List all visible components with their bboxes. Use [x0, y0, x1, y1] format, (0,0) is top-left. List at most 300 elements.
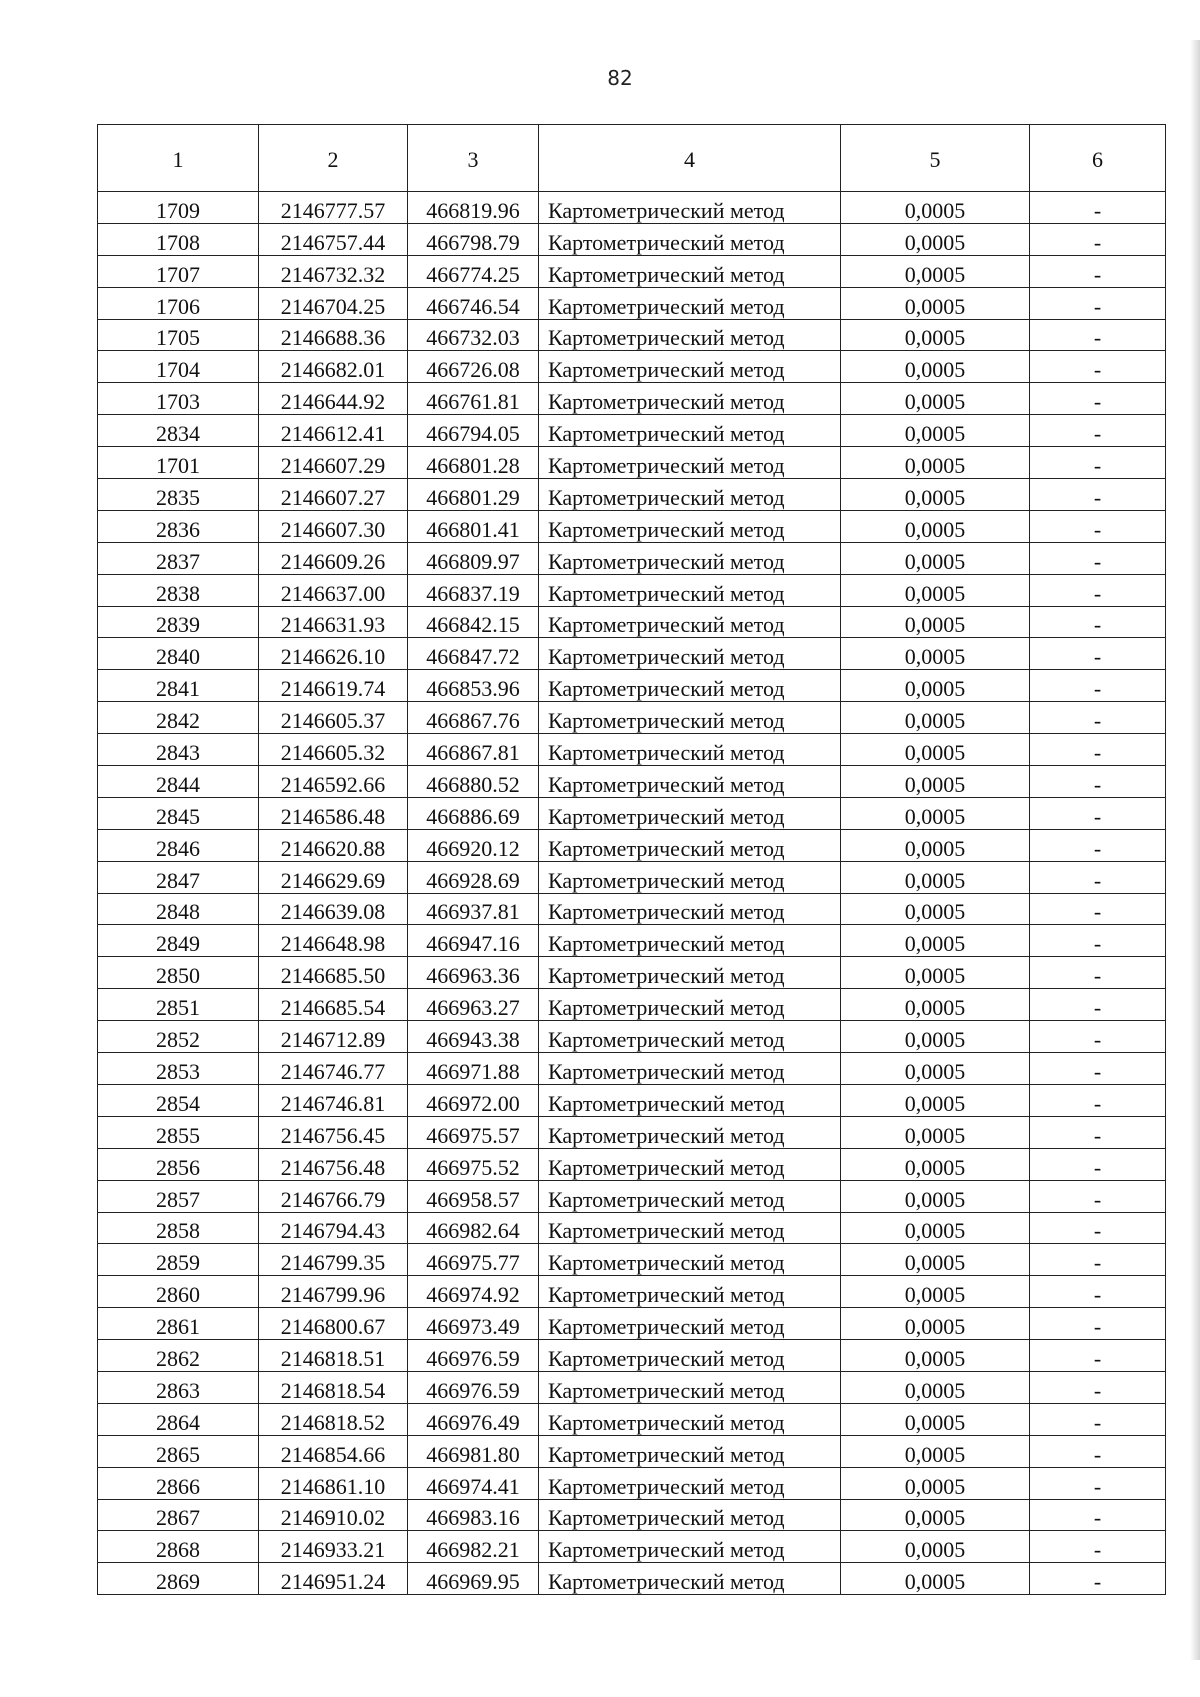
cell-accuracy: 0,0005: [841, 1499, 1030, 1531]
cell-point-number: 1705: [98, 319, 259, 351]
cell-accuracy: 0,0005: [841, 797, 1030, 829]
table-row: [98, 1212, 1166, 1244]
cell-x-coordinate: 2146766.79: [259, 1180, 408, 1212]
cell-point-number: 2851: [98, 989, 259, 1021]
cell-note: -: [1030, 542, 1166, 574]
cell-method: Картометрический метод: [539, 1499, 841, 1531]
cell-point-number: 2865: [98, 1435, 259, 1467]
cell-point-number: 2838: [98, 574, 259, 606]
cell-x-coordinate: 2146910.02: [259, 1499, 408, 1531]
cell-point-number: 2860: [98, 1276, 259, 1308]
cell-method: Картометрический метод: [539, 1212, 841, 1244]
cell-point-number: 2855: [98, 1116, 259, 1148]
cell-accuracy: 0,0005: [841, 893, 1030, 925]
cell-y-coordinate: 466963.27: [408, 989, 539, 1021]
table-row: [98, 1467, 1166, 1499]
cell-point-number: 2839: [98, 606, 259, 638]
cell-point-number: 2864: [98, 1403, 259, 1435]
cell-point-number: 2843: [98, 734, 259, 766]
cell-accuracy: 0,0005: [841, 766, 1030, 798]
column-header-1: 1: [98, 125, 259, 192]
cell-y-coordinate: 466974.41: [408, 1467, 539, 1499]
cell-note: -: [1030, 383, 1166, 415]
cell-x-coordinate: 2146592.66: [259, 766, 408, 798]
cell-note: -: [1030, 351, 1166, 383]
cell-y-coordinate: 466746.54: [408, 287, 539, 319]
cell-note: -: [1030, 574, 1166, 606]
table-row: [98, 1563, 1166, 1595]
cell-note: -: [1030, 1403, 1166, 1435]
cell-x-coordinate: 2146746.77: [259, 1053, 408, 1085]
table-row: [98, 383, 1166, 415]
cell-method: Картометрический метод: [539, 1435, 841, 1467]
cell-x-coordinate: 2146648.98: [259, 925, 408, 957]
cell-point-number: 2835: [98, 479, 259, 511]
cell-point-number: 2850: [98, 957, 259, 989]
cell-point-number: 2862: [98, 1340, 259, 1372]
cell-y-coordinate: 466801.41: [408, 510, 539, 542]
cell-y-coordinate: 466973.49: [408, 1308, 539, 1340]
table-row: [98, 1021, 1166, 1053]
cell-x-coordinate: 2146629.69: [259, 861, 408, 893]
cell-y-coordinate: 466880.52: [408, 766, 539, 798]
cell-method: Картометрический метод: [539, 925, 841, 957]
table-row: [98, 479, 1166, 511]
cell-method: Картометрический метод: [539, 1531, 841, 1563]
cell-note: -: [1030, 1180, 1166, 1212]
cell-accuracy: 0,0005: [841, 670, 1030, 702]
cell-x-coordinate: 2146951.24: [259, 1563, 408, 1595]
cell-point-number: 2869: [98, 1563, 259, 1595]
cell-note: -: [1030, 1212, 1166, 1244]
cell-x-coordinate: 2146685.54: [259, 989, 408, 1021]
cell-point-number: 2846: [98, 829, 259, 861]
cell-y-coordinate: 466798.79: [408, 223, 539, 255]
cell-accuracy: 0,0005: [841, 1244, 1030, 1276]
header-row: [98, 125, 1166, 192]
cell-y-coordinate: 466975.57: [408, 1116, 539, 1148]
table-row: [98, 510, 1166, 542]
cell-accuracy: 0,0005: [841, 1116, 1030, 1148]
table-row: [98, 351, 1166, 383]
table-row: [98, 1053, 1166, 1085]
table-row: [98, 989, 1166, 1021]
cell-method: Картометрический метод: [539, 574, 841, 606]
cell-accuracy: 0,0005: [841, 223, 1030, 255]
cell-note: -: [1030, 1371, 1166, 1403]
cell-y-coordinate: 466774.25: [408, 255, 539, 287]
cell-accuracy: 0,0005: [841, 1053, 1030, 1085]
cell-note: -: [1030, 1116, 1166, 1148]
cell-note: -: [1030, 1053, 1166, 1085]
cell-accuracy: 0,0005: [841, 383, 1030, 415]
cell-point-number: 2854: [98, 1084, 259, 1116]
cell-point-number: 2841: [98, 670, 259, 702]
table-row: [98, 702, 1166, 734]
table-row: [98, 1499, 1166, 1531]
cell-method: Картометрический метод: [539, 1403, 841, 1435]
cell-accuracy: 0,0005: [841, 574, 1030, 606]
cell-y-coordinate: 466974.92: [408, 1276, 539, 1308]
cell-accuracy: 0,0005: [841, 1180, 1030, 1212]
table-row: [98, 415, 1166, 447]
cell-accuracy: 0,0005: [841, 192, 1030, 224]
cell-y-coordinate: 466837.19: [408, 574, 539, 606]
cell-point-number: 2863: [98, 1371, 259, 1403]
cell-y-coordinate: 466981.80: [408, 1435, 539, 1467]
cell-x-coordinate: 2146620.88: [259, 829, 408, 861]
cell-accuracy: 0,0005: [841, 1021, 1030, 1053]
cell-method: Картометрический метод: [539, 766, 841, 798]
cell-accuracy: 0,0005: [841, 415, 1030, 447]
cell-note: -: [1030, 1244, 1166, 1276]
cell-point-number: 2866: [98, 1467, 259, 1499]
cell-note: -: [1030, 861, 1166, 893]
cell-point-number: 1701: [98, 447, 259, 479]
table-row: [98, 893, 1166, 925]
cell-y-coordinate: 466982.21: [408, 1531, 539, 1563]
cell-accuracy: 0,0005: [841, 1212, 1030, 1244]
cell-accuracy: 0,0005: [841, 957, 1030, 989]
cell-y-coordinate: 466847.72: [408, 638, 539, 670]
cell-y-coordinate: 466928.69: [408, 861, 539, 893]
cell-method: Картометрический метод: [539, 702, 841, 734]
cell-x-coordinate: 2146800.67: [259, 1308, 408, 1340]
cell-x-coordinate: 2146607.29: [259, 447, 408, 479]
cell-accuracy: 0,0005: [841, 638, 1030, 670]
cell-y-coordinate: 466920.12: [408, 829, 539, 861]
cell-x-coordinate: 2146933.21: [259, 1531, 408, 1563]
cell-y-coordinate: 466982.64: [408, 1212, 539, 1244]
table-row: [98, 861, 1166, 893]
cell-method: Картометрический метод: [539, 287, 841, 319]
cell-method: Картометрический метод: [539, 447, 841, 479]
cell-note: -: [1030, 479, 1166, 511]
table-row: [98, 319, 1166, 351]
cell-method: Картометрический метод: [539, 1340, 841, 1372]
cell-x-coordinate: 2146607.30: [259, 510, 408, 542]
table-row: [98, 542, 1166, 574]
cell-method: Картометрический метод: [539, 797, 841, 829]
table-row: [98, 1084, 1166, 1116]
cell-note: -: [1030, 797, 1166, 829]
cell-point-number: 2849: [98, 925, 259, 957]
cell-method: Картометрический метод: [539, 351, 841, 383]
cell-x-coordinate: 2146688.36: [259, 319, 408, 351]
cell-method: Картометрический метод: [539, 255, 841, 287]
cell-note: -: [1030, 319, 1166, 351]
cell-x-coordinate: 2146612.41: [259, 415, 408, 447]
cell-point-number: 2844: [98, 766, 259, 798]
cell-x-coordinate: 2146631.93: [259, 606, 408, 638]
cell-point-number: 2858: [98, 1212, 259, 1244]
cell-method: Картометрический метод: [539, 1563, 841, 1595]
table-row: [98, 1340, 1166, 1372]
cell-point-number: 1703: [98, 383, 259, 415]
cell-note: -: [1030, 925, 1166, 957]
cell-method: Картометрический метод: [539, 1116, 841, 1148]
cell-note: -: [1030, 255, 1166, 287]
cell-x-coordinate: 2146619.74: [259, 670, 408, 702]
cell-note: -: [1030, 893, 1166, 925]
coordinates-table: [97, 124, 1166, 1595]
cell-accuracy: 0,0005: [841, 542, 1030, 574]
cell-method: Картометрический метод: [539, 734, 841, 766]
cell-x-coordinate: 2146607.27: [259, 479, 408, 511]
cell-method: Картометрический метод: [539, 1053, 841, 1085]
table-row: [98, 925, 1166, 957]
cell-point-number: 2840: [98, 638, 259, 670]
cell-point-number: 2845: [98, 797, 259, 829]
table-row: [98, 574, 1166, 606]
cell-x-coordinate: 2146609.26: [259, 542, 408, 574]
cell-note: -: [1030, 223, 1166, 255]
cell-method: Картометрический метод: [539, 415, 841, 447]
cell-point-number: 2853: [98, 1053, 259, 1085]
cell-x-coordinate: 2146794.43: [259, 1212, 408, 1244]
cell-note: -: [1030, 829, 1166, 861]
cell-note: -: [1030, 606, 1166, 638]
cell-method: Картометрический метод: [539, 1276, 841, 1308]
cell-point-number: 2867: [98, 1499, 259, 1531]
cell-accuracy: 0,0005: [841, 1308, 1030, 1340]
cell-x-coordinate: 2146746.81: [259, 1084, 408, 1116]
cell-accuracy: 0,0005: [841, 1148, 1030, 1180]
cell-note: -: [1030, 1563, 1166, 1595]
cell-x-coordinate: 2146605.32: [259, 734, 408, 766]
cell-y-coordinate: 466972.00: [408, 1084, 539, 1116]
cell-note: -: [1030, 1308, 1166, 1340]
cell-accuracy: 0,0005: [841, 351, 1030, 383]
cell-accuracy: 0,0005: [841, 1531, 1030, 1563]
cell-note: -: [1030, 1340, 1166, 1372]
cell-point-number: 2842: [98, 702, 259, 734]
cell-y-coordinate: 466761.81: [408, 383, 539, 415]
column-header-3: 3: [408, 125, 539, 192]
cell-method: Картометрический метод: [539, 1371, 841, 1403]
cell-x-coordinate: 2146626.10: [259, 638, 408, 670]
cell-accuracy: 0,0005: [841, 1403, 1030, 1435]
cell-method: Картометрический метод: [539, 192, 841, 224]
table-row: [98, 255, 1166, 287]
cell-x-coordinate: 2146586.48: [259, 797, 408, 829]
cell-note: -: [1030, 1531, 1166, 1563]
cell-y-coordinate: 466969.95: [408, 1563, 539, 1595]
cell-y-coordinate: 466867.76: [408, 702, 539, 734]
cell-accuracy: 0,0005: [841, 702, 1030, 734]
cell-x-coordinate: 2146732.32: [259, 255, 408, 287]
cell-note: -: [1030, 1499, 1166, 1531]
cell-accuracy: 0,0005: [841, 287, 1030, 319]
table-row: [98, 638, 1166, 670]
cell-method: Картометрический метод: [539, 638, 841, 670]
cell-method: Картометрический метод: [539, 1467, 841, 1499]
cell-note: -: [1030, 1435, 1166, 1467]
page-edge-shadow: [1190, 40, 1200, 1660]
cell-x-coordinate: 2146756.48: [259, 1148, 408, 1180]
cell-method: Картометрический метод: [539, 861, 841, 893]
cell-method: Картометрический метод: [539, 1244, 841, 1276]
cell-accuracy: 0,0005: [841, 925, 1030, 957]
cell-x-coordinate: 2146799.96: [259, 1276, 408, 1308]
cell-note: -: [1030, 766, 1166, 798]
cell-x-coordinate: 2146704.25: [259, 287, 408, 319]
cell-note: -: [1030, 1084, 1166, 1116]
cell-point-number: 2837: [98, 542, 259, 574]
cell-y-coordinate: 466809.97: [408, 542, 539, 574]
cell-note: -: [1030, 989, 1166, 1021]
cell-note: -: [1030, 670, 1166, 702]
cell-note: -: [1030, 957, 1166, 989]
column-header-4: 4: [539, 125, 841, 192]
cell-y-coordinate: 466801.29: [408, 479, 539, 511]
cell-x-coordinate: 2146685.50: [259, 957, 408, 989]
cell-point-number: 2848: [98, 893, 259, 925]
cell-x-coordinate: 2146605.37: [259, 702, 408, 734]
cell-method: Картометрический метод: [539, 319, 841, 351]
cell-x-coordinate: 2146756.45: [259, 1116, 408, 1148]
table-row: [98, 192, 1166, 224]
cell-point-number: 1709: [98, 192, 259, 224]
table-row: [98, 734, 1166, 766]
cell-y-coordinate: 466975.52: [408, 1148, 539, 1180]
cell-accuracy: 0,0005: [841, 1467, 1030, 1499]
table-row: [98, 1403, 1166, 1435]
table-row: [98, 1148, 1166, 1180]
table-row: [98, 606, 1166, 638]
cell-y-coordinate: 466971.88: [408, 1053, 539, 1085]
cell-point-number: 2856: [98, 1148, 259, 1180]
cell-method: Картометрический метод: [539, 1180, 841, 1212]
cell-point-number: 1704: [98, 351, 259, 383]
cell-accuracy: 0,0005: [841, 1084, 1030, 1116]
cell-y-coordinate: 466867.81: [408, 734, 539, 766]
cell-y-coordinate: 466732.03: [408, 319, 539, 351]
table-row: [98, 957, 1166, 989]
cell-note: -: [1030, 192, 1166, 224]
cell-point-number: 2857: [98, 1180, 259, 1212]
column-header-2: 2: [259, 125, 408, 192]
cell-method: Картометрический метод: [539, 383, 841, 415]
cell-point-number: 2868: [98, 1531, 259, 1563]
cell-y-coordinate: 466801.28: [408, 447, 539, 479]
cell-method: Картометрический метод: [539, 542, 841, 574]
cell-accuracy: 0,0005: [841, 319, 1030, 351]
table-row: [98, 766, 1166, 798]
cell-accuracy: 0,0005: [841, 734, 1030, 766]
cell-note: -: [1030, 447, 1166, 479]
cell-x-coordinate: 2146777.57: [259, 192, 408, 224]
cell-method: Картометрический метод: [539, 957, 841, 989]
cell-y-coordinate: 466819.96: [408, 192, 539, 224]
cell-method: Картометрический метод: [539, 829, 841, 861]
table-row: [98, 1371, 1166, 1403]
cell-y-coordinate: 466975.77: [408, 1244, 539, 1276]
table-row: [98, 797, 1166, 829]
cell-method: Картометрический метод: [539, 606, 841, 638]
cell-x-coordinate: 2146818.51: [259, 1340, 408, 1372]
table-body: [98, 192, 1166, 1595]
cell-accuracy: 0,0005: [841, 1276, 1030, 1308]
cell-y-coordinate: 466943.38: [408, 1021, 539, 1053]
cell-y-coordinate: 466976.49: [408, 1403, 539, 1435]
table-row: [98, 447, 1166, 479]
cell-point-number: 2852: [98, 1021, 259, 1053]
cell-note: -: [1030, 1021, 1166, 1053]
cell-y-coordinate: 466937.81: [408, 893, 539, 925]
cell-accuracy: 0,0005: [841, 447, 1030, 479]
table-row: [98, 1116, 1166, 1148]
cell-point-number: 2859: [98, 1244, 259, 1276]
cell-x-coordinate: 2146757.44: [259, 223, 408, 255]
cell-note: -: [1030, 702, 1166, 734]
cell-point-number: 1707: [98, 255, 259, 287]
cell-y-coordinate: 466794.05: [408, 415, 539, 447]
cell-y-coordinate: 466983.16: [408, 1499, 539, 1531]
cell-accuracy: 0,0005: [841, 606, 1030, 638]
cell-y-coordinate: 466853.96: [408, 670, 539, 702]
cell-note: -: [1030, 638, 1166, 670]
cell-note: -: [1030, 510, 1166, 542]
column-header-5: 5: [841, 125, 1030, 192]
cell-accuracy: 0,0005: [841, 1371, 1030, 1403]
cell-accuracy: 0,0005: [841, 1340, 1030, 1372]
cell-y-coordinate: 466886.69: [408, 797, 539, 829]
table-row: [98, 1180, 1166, 1212]
cell-x-coordinate: 2146637.00: [259, 574, 408, 606]
cell-y-coordinate: 466976.59: [408, 1371, 539, 1403]
table-row: [98, 1276, 1166, 1308]
cell-x-coordinate: 2146682.01: [259, 351, 408, 383]
cell-y-coordinate: 466726.08: [408, 351, 539, 383]
cell-point-number: 2847: [98, 861, 259, 893]
cell-accuracy: 0,0005: [841, 1563, 1030, 1595]
table-row: [98, 1244, 1166, 1276]
cell-x-coordinate: 2146861.10: [259, 1467, 408, 1499]
table-row: [98, 223, 1166, 255]
cell-note: -: [1030, 415, 1166, 447]
cell-point-number: 2836: [98, 510, 259, 542]
cell-method: Картометрический метод: [539, 989, 841, 1021]
cell-method: Картометрический метод: [539, 1148, 841, 1180]
cell-x-coordinate: 2146818.52: [259, 1403, 408, 1435]
table-header: [98, 125, 1166, 192]
cell-method: Картометрический метод: [539, 223, 841, 255]
cell-x-coordinate: 2146854.66: [259, 1435, 408, 1467]
cell-accuracy: 0,0005: [841, 510, 1030, 542]
cell-method: Картометрический метод: [539, 510, 841, 542]
cell-note: -: [1030, 1467, 1166, 1499]
cell-note: -: [1030, 1276, 1166, 1308]
cell-note: -: [1030, 1148, 1166, 1180]
table-row: [98, 1531, 1166, 1563]
page-number: 82: [607, 66, 633, 90]
table-row: [98, 287, 1166, 319]
cell-note: -: [1030, 734, 1166, 766]
cell-accuracy: 0,0005: [841, 829, 1030, 861]
table-row: [98, 1435, 1166, 1467]
cell-point-number: 1706: [98, 287, 259, 319]
cell-method: Картометрический метод: [539, 1021, 841, 1053]
cell-x-coordinate: 2146799.35: [259, 1244, 408, 1276]
cell-y-coordinate: 466958.57: [408, 1180, 539, 1212]
cell-note: -: [1030, 287, 1166, 319]
cell-y-coordinate: 466976.59: [408, 1340, 539, 1372]
cell-method: Картометрический метод: [539, 479, 841, 511]
cell-accuracy: 0,0005: [841, 989, 1030, 1021]
cell-point-number: 1708: [98, 223, 259, 255]
cell-accuracy: 0,0005: [841, 861, 1030, 893]
